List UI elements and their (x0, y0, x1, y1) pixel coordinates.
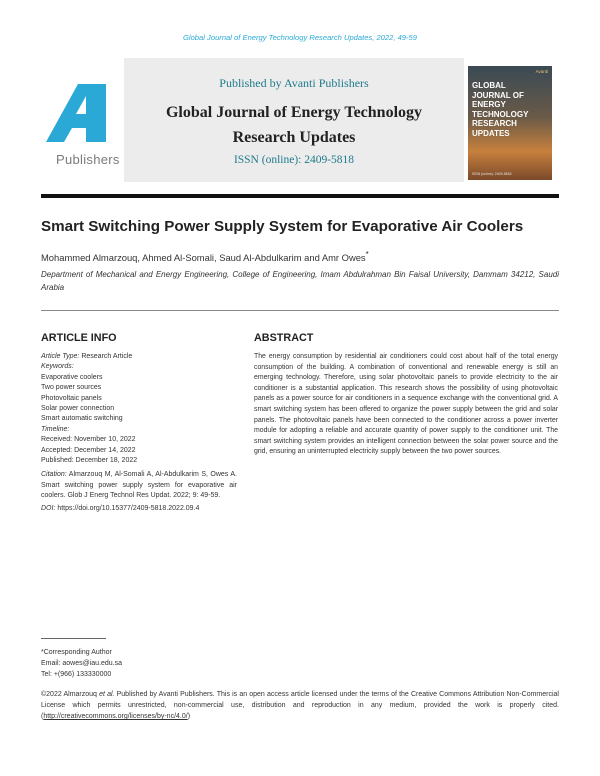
timeline-item: Published: December 18, 2022 (41, 457, 138, 465)
keyword-item: Evaporative coolers (41, 373, 103, 381)
footnote-divider (41, 638, 106, 639)
author-email: Email: aowes@iau.edu.sa (41, 660, 123, 668)
journal-cover (468, 66, 552, 180)
running-header: Global Journal of Energy Technology Research Updates, 2022, 49-59 (182, 33, 417, 42)
footnote (41, 647, 241, 681)
keywords-label: Keywords: (41, 363, 74, 371)
cover-title (472, 81, 552, 139)
article-type (41, 352, 237, 362)
journal-name-line1: Global Journal of Energy Technology (165, 104, 423, 121)
license-part: ©2022 Almarzouq (41, 691, 100, 698)
license-part: Published by Avanti Publishers. This is an open access article licensed under the terms of the Creative Commons Attribution Non-Commercial License which permits unrestricted, non-commercial use, distribution and reproduction in any medium, provided the work is properly cited. ( (41, 691, 559, 721)
article-type-value: Research Article (81, 353, 133, 360)
cover-title-line: GLOBAL (472, 81, 506, 90)
keyword-item: Two power sources (41, 384, 102, 392)
license-text (41, 689, 559, 723)
cover-brand: Avanti (535, 69, 548, 74)
timeline-item: Accepted: December 14, 2022 (41, 446, 136, 454)
keyword-item: Solar power connection (41, 405, 115, 413)
citation-label: Citation: (41, 471, 67, 479)
journal-name (124, 100, 464, 150)
abstract-text: The energy consumption by residential air conditioners could cost about half of the total energy consumption of the building. A combination of conventional and renewable energy is still an emerging technology. Therefore, using solar photovoltaic panels to provide electricity to the air conditioner is a substantial application. This research shows the possibility of using photovoltaic panels as a power source for air conditioners in a sequence exchange with the conventional grid. A smart switching system has been offered to organize the power supply between the grid and solar panels. The photovoltaic panels have been connected to the conditioner across a power inverter module for adopting a reliable and accurate quantity of power supply to the conditioner unit. The smart switching system provides an intelligent connection between the solar power source and the grid, ensuring an uninterrupted electricity supply between the two power sources. (254, 353, 558, 456)
cover-title-line: RESEARCH (472, 119, 517, 129)
cover-title-line: TECHNOLOGY (472, 109, 529, 119)
keyword-item: Photovoltaic panels (41, 394, 102, 402)
abstract-heading: ABSTRACT (254, 332, 314, 344)
article-info-heading: ARTICLE INFO (41, 332, 117, 344)
license-etal: et al. (99, 691, 115, 698)
author-phone: Tel: +(966) 133330000 (41, 671, 112, 679)
doi-label: DOI: (41, 504, 56, 512)
timeline-label: Timeline: (41, 425, 70, 433)
doi (41, 504, 237, 514)
license-link[interactable]: http://creativecommons.org/licenses/by-nc/4.0/ (43, 713, 188, 721)
header-divider (41, 194, 559, 198)
keyword-item: Smart automatic switching (41, 415, 123, 423)
journal-issn: ISSN (online): 2409-5818 (233, 154, 355, 166)
cover-title-line: UPDATES (472, 128, 510, 138)
citation (41, 470, 237, 501)
article-title: Smart Switching Power Supply System for Evaporative Air Coolers (41, 218, 524, 235)
cover-issn: ISSN (online): 2409-5818 (472, 172, 512, 176)
doi-link[interactable]: https://doi.org/10.15377/2409-5818.2022.09.4 (57, 504, 200, 512)
cover-title-line: ENERGY (472, 100, 506, 110)
article-info (41, 352, 237, 514)
logo-text: Publishers (56, 152, 120, 167)
license-part: ) (187, 713, 191, 721)
affiliation: Department of Mechanical and Energy Engineering, College of Engineering, Imam Abdulrahman Bin Faisal University, Dammam 34212, Saudi Arabia (41, 270, 559, 292)
corresponding-author: *Corresponding Author (41, 649, 112, 656)
citation-text: Almarzouq M, Al-Somali A, Al-Abdulkarim S, Owes A. Smart switching power supply system for evaporative air coolers. Glob J Energ Technol Res Updat. 2022; 9: 49-59. (41, 471, 238, 500)
timeline-item: Received: November 10, 2022 (41, 436, 136, 444)
article-type-label: Article Type: (41, 353, 80, 360)
journal-name-line2: Research Updates (232, 129, 356, 146)
author-list (41, 250, 561, 263)
cover-title-line: JOURNAL OF (472, 90, 524, 100)
authors-names: Mohammed Almarzouq, Ahmed Al-Somali, Saud Al-Abdulkarim and Amr Owes (41, 252, 366, 264)
corresponding-mark: * (365, 250, 369, 259)
section-divider (41, 310, 559, 311)
published-by: Published by Avanti Publishers (219, 76, 369, 90)
